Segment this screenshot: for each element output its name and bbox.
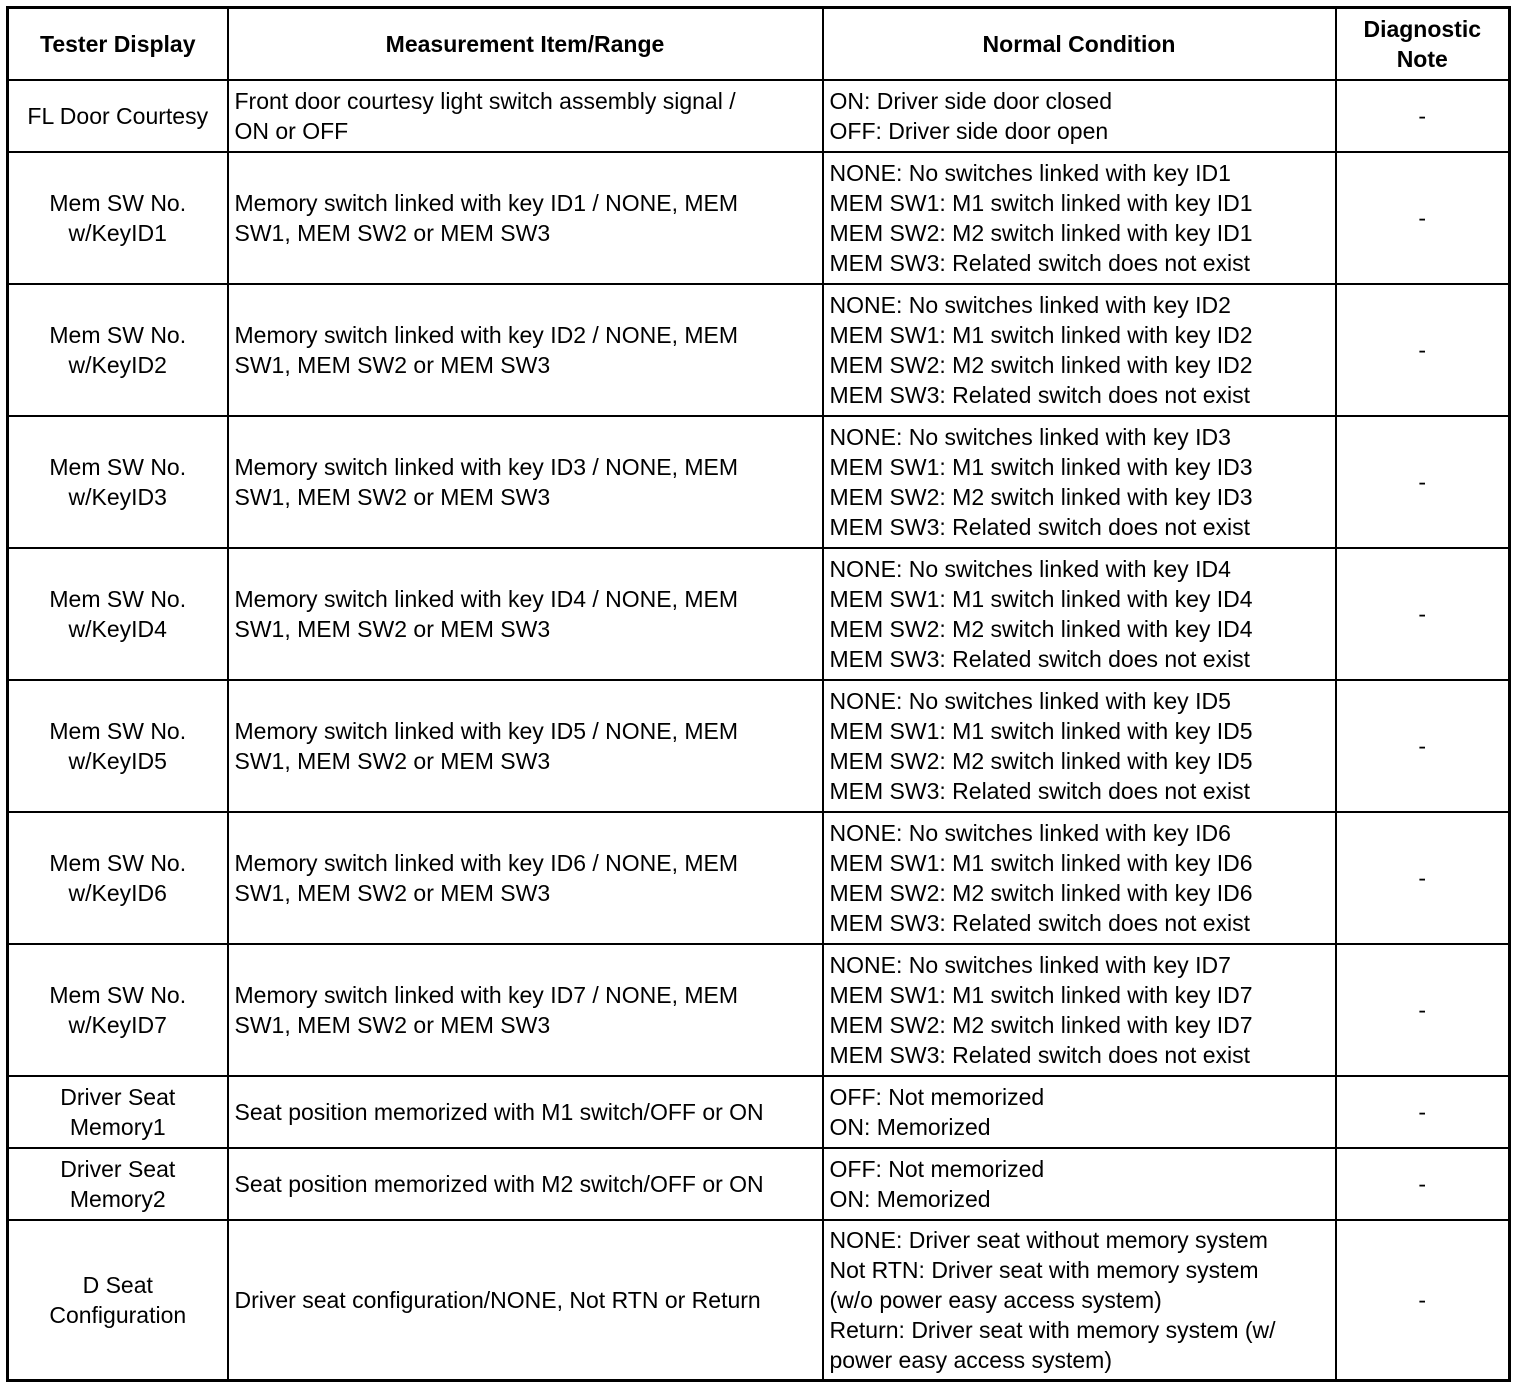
cell-measurement-item: [228, 416, 823, 548]
cell-text-line: NONE: No switches linked with key ID7: [829, 952, 1231, 978]
cell-text-line: SW1, MEM SW2 or MEM SW3: [234, 616, 551, 642]
cell-text-line: MEM SW3: Related switch does not exist: [829, 910, 1251, 936]
cell-text-line: w/KeyID7: [68, 1012, 167, 1038]
cell-text-line: Memory switch linked with key ID6 / NONE, MEM: [234, 850, 739, 876]
cell-text-line: ON: Memorized: [829, 1186, 991, 1212]
cell-text-line: Seat position memorized with M2 switch/OFF or ON: [234, 1171, 764, 1197]
cell-text-line: MEM SW2: M2 switch linked with key ID7: [829, 1012, 1253, 1038]
cell-text-line: NONE: No switches linked with key ID5: [829, 688, 1231, 714]
cell-measurement-item: [228, 80, 823, 152]
cell-text-line: SW1, MEM SW2 or MEM SW3: [234, 1012, 551, 1038]
table-body: [8, 80, 1510, 1381]
cell-text-line: Memory switch linked with key ID2 / NONE, MEM: [234, 322, 739, 348]
cell-text-line: SW1, MEM SW2 or MEM SW3: [234, 880, 551, 906]
cell-tester-display: [8, 80, 228, 152]
cell-text-line: SW1, MEM SW2 or MEM SW3: [234, 352, 551, 378]
cell-normal-condition: [823, 284, 1336, 416]
cell-text-line: MEM SW2: M2 switch linked with key ID2: [829, 352, 1253, 378]
cell-text-line: D Seat: [82, 1272, 153, 1298]
cell-normal-condition: [823, 80, 1336, 152]
cell-text-line: MEM SW1: M1 switch linked with key ID6: [829, 850, 1253, 876]
table-row: [8, 1220, 1510, 1381]
cell-normal-condition: [823, 812, 1336, 944]
cell-text-line: MEM SW1: M1 switch linked with key ID1: [829, 190, 1253, 216]
table-row: [8, 80, 1510, 152]
cell-text-line: Mem SW No.: [49, 322, 187, 348]
cell-diagnostic-note: -: [1336, 812, 1510, 944]
cell-text-line: MEM SW1: M1 switch linked with key ID5: [829, 718, 1253, 744]
header-tester-display: Tester Display: [8, 8, 228, 81]
table-row: [8, 284, 1510, 416]
cell-measurement-item: [228, 284, 823, 416]
cell-text-line: MEM SW3: Related switch does not exist: [829, 250, 1251, 276]
cell-text-line: Mem SW No.: [49, 190, 187, 216]
cell-tester-display: [8, 812, 228, 944]
cell-tester-display: [8, 548, 228, 680]
cell-text-line: Configuration: [49, 1302, 187, 1328]
cell-text-line: MEM SW2: M2 switch linked with key ID4: [829, 616, 1253, 642]
cell-text-line: w/KeyID3: [68, 484, 167, 510]
cell-measurement-item: [228, 680, 823, 812]
cell-text-line: Front door courtesy light switch assembly signal /: [234, 88, 736, 114]
cell-tester-display: [8, 1220, 228, 1381]
cell-normal-condition: [823, 416, 1336, 548]
cell-diagnostic-note: -: [1336, 80, 1510, 152]
cell-text-line: SW1, MEM SW2 or MEM SW3: [234, 484, 551, 510]
table-row: [8, 152, 1510, 284]
cell-text-line: MEM SW1: M1 switch linked with key ID7: [829, 982, 1253, 1008]
cell-text-line: MEM SW2: M2 switch linked with key ID1: [829, 220, 1253, 246]
cell-tester-display: [8, 1076, 228, 1148]
cell-text-line: Mem SW No.: [49, 454, 187, 480]
cell-tester-display: [8, 944, 228, 1076]
cell-text-line: Memory switch linked with key ID5 / NONE, MEM: [234, 718, 739, 744]
table-row: [8, 680, 1510, 812]
cell-text-line: Mem SW No.: [49, 718, 187, 744]
cell-diagnostic-note: -: [1336, 1220, 1510, 1381]
cell-text-line: w/KeyID4: [68, 616, 167, 642]
cell-text-line: NONE: No switches linked with key ID3: [829, 424, 1231, 450]
cell-text-line: MEM SW1: M1 switch linked with key ID3: [829, 454, 1253, 480]
cell-measurement-item: [228, 1148, 823, 1220]
cell-text-line: MEM SW3: Related switch does not exist: [829, 778, 1251, 804]
cell-measurement-item: [228, 812, 823, 944]
cell-text-line: MEM SW2: M2 switch linked with key ID6: [829, 880, 1253, 906]
cell-measurement-item: [228, 1220, 823, 1381]
header-measurement-item: Measurement Item/Range: [228, 8, 823, 81]
cell-text-line: Not RTN: Driver seat with memory system: [829, 1257, 1259, 1283]
cell-text-line: Memory1: [69, 1114, 166, 1140]
cell-normal-condition: [823, 1076, 1336, 1148]
cell-normal-condition: [823, 1148, 1336, 1220]
cell-text-line: ON: Memorized: [829, 1114, 991, 1140]
cell-text-line: Memory switch linked with key ID3 / NONE, MEM: [234, 454, 739, 480]
cell-text-line: OFF: Driver side door open: [829, 118, 1109, 144]
cell-normal-condition: [823, 152, 1336, 284]
cell-diagnostic-note: -: [1336, 416, 1510, 548]
cell-tester-display: [8, 1148, 228, 1220]
cell-text-line: NONE: No switches linked with key ID1: [829, 160, 1231, 186]
cell-text-line: OFF: Not memorized: [829, 1156, 1045, 1182]
cell-diagnostic-note: -: [1336, 152, 1510, 284]
table-row: [8, 812, 1510, 944]
cell-tester-display: [8, 416, 228, 548]
cell-text-line: w/KeyID6: [68, 880, 167, 906]
cell-text-line: Memory2: [69, 1186, 166, 1212]
cell-tester-display: [8, 152, 228, 284]
table-row: [8, 416, 1510, 548]
cell-text-line: Mem SW No.: [49, 586, 187, 612]
cell-text-line: NONE: No switches linked with key ID2: [829, 292, 1231, 318]
cell-diagnostic-note: -: [1336, 1076, 1510, 1148]
table-row: [8, 944, 1510, 1076]
cell-text-line: w/KeyID1: [68, 220, 167, 246]
cell-normal-condition: [823, 944, 1336, 1076]
cell-measurement-item: [228, 944, 823, 1076]
cell-measurement-item: [228, 1076, 823, 1148]
cell-text-line: MEM SW3: Related switch does not exist: [829, 382, 1251, 408]
cell-text-line: SW1, MEM SW2 or MEM SW3: [234, 748, 551, 774]
cell-text-line: w/KeyID2: [68, 352, 167, 378]
cell-text-line: MEM SW1: M1 switch linked with key ID4: [829, 586, 1253, 612]
cell-diagnostic-note: -: [1336, 1148, 1510, 1220]
cell-diagnostic-note: -: [1336, 284, 1510, 416]
cell-text-line: Memory switch linked with key ID7 / NONE, MEM: [234, 982, 739, 1008]
cell-text-line: MEM SW2: M2 switch linked with key ID3: [829, 484, 1253, 510]
cell-text-line: Mem SW No.: [49, 850, 187, 876]
cell-text-line: (w/o power easy access system): [829, 1287, 1162, 1313]
cell-measurement-item: [228, 152, 823, 284]
cell-text-line: NONE: No switches linked with key ID4: [829, 556, 1231, 582]
cell-text-line: Memory switch linked with key ID1 / NONE, MEM: [234, 190, 739, 216]
cell-text-line: MEM SW2: M2 switch linked with key ID5: [829, 748, 1253, 774]
cell-text-line: MEM SW1: M1 switch linked with key ID2: [829, 322, 1253, 348]
cell-text-line: Seat position memorized with M1 switch/OFF or ON: [234, 1099, 764, 1125]
cell-text-line: power easy access system): [829, 1347, 1112, 1373]
cell-diagnostic-note: -: [1336, 548, 1510, 680]
cell-diagnostic-note: -: [1336, 680, 1510, 812]
cell-text-line: ON or OFF: [234, 118, 349, 144]
cell-text-line: Driver Seat: [60, 1156, 176, 1182]
table-row: [8, 1076, 1510, 1148]
cell-text-line: NONE: Driver seat without memory system: [829, 1227, 1268, 1253]
data-list-table: [6, 6, 1511, 1382]
cell-text-line: OFF: Not memorized: [829, 1084, 1045, 1110]
cell-text-line: w/KeyID5: [68, 748, 167, 774]
cell-normal-condition: [823, 1220, 1336, 1381]
cell-normal-condition: [823, 548, 1336, 680]
cell-text-line: Return: Driver seat with memory system (w/: [829, 1317, 1276, 1343]
table-row: [8, 548, 1510, 680]
cell-text-line: Mem SW No.: [49, 982, 187, 1008]
cell-text-line: MEM SW3: Related switch does not exist: [829, 1042, 1251, 1068]
cell-tester-display: [8, 284, 228, 416]
cell-text-line: FL Door Courtesy: [27, 103, 209, 129]
cell-text-line: SW1, MEM SW2 or MEM SW3: [234, 220, 551, 246]
cell-text-line: Memory switch linked with key ID4 / NONE, MEM: [234, 586, 739, 612]
cell-text-line: Driver Seat: [60, 1084, 176, 1110]
cell-text-line: ON: Driver side door closed: [829, 88, 1112, 114]
cell-normal-condition: [823, 680, 1336, 812]
cell-text-line: MEM SW3: Related switch does not exist: [829, 646, 1251, 672]
cell-tester-display: [8, 680, 228, 812]
header-normal-condition: Normal Condition: [823, 8, 1336, 81]
cell-text-line: NONE: No switches linked with key ID6: [829, 820, 1231, 846]
cell-text-line: MEM SW3: Related switch does not exist: [829, 514, 1251, 540]
header-row: [8, 8, 1510, 81]
cell-diagnostic-note: -: [1336, 944, 1510, 1076]
table-row: [8, 1148, 1510, 1220]
cell-measurement-item: [228, 548, 823, 680]
header-diagnostic-note: Diagnostic Note: [1336, 8, 1510, 81]
cell-text-line: Driver seat configuration/NONE, Not RTN or Return: [234, 1287, 761, 1313]
